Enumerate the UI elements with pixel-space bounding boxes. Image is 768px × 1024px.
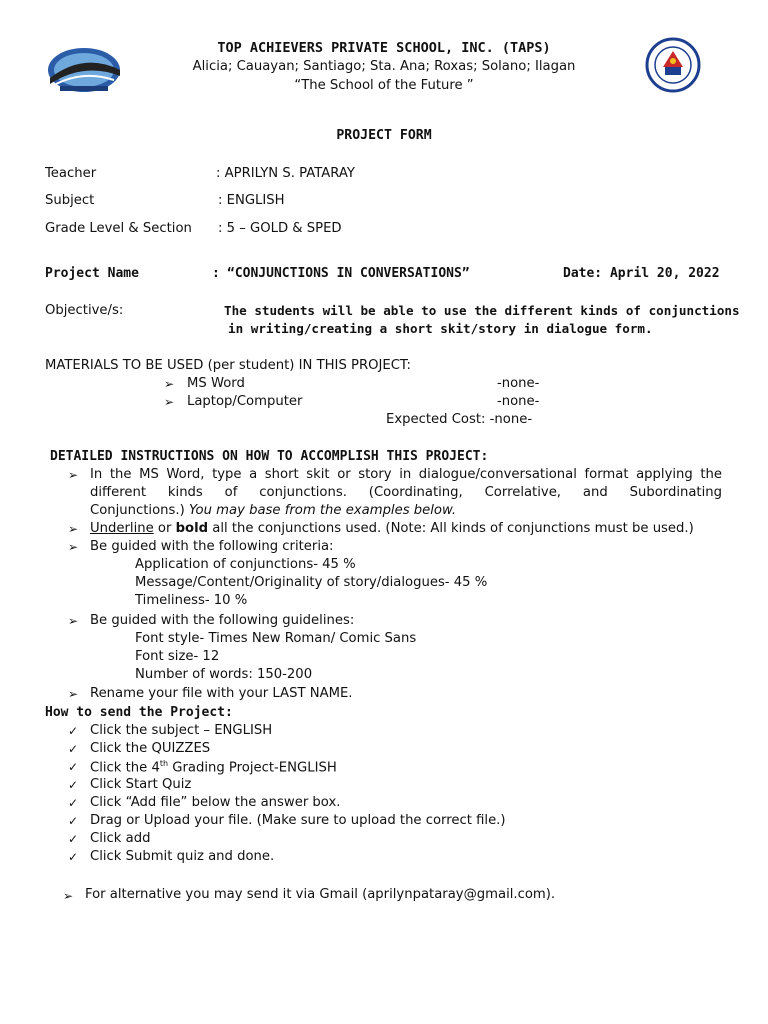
instruction-5: Rename your file with your LAST NAME. xyxy=(90,686,353,701)
materials-heading: MATERIALS TO BE USED (per student) IN THIS PROJECT: xyxy=(45,358,411,373)
material-item-name: MS Word xyxy=(187,376,245,391)
guideline-item: Font style- Times New Roman/ Comic Sans xyxy=(135,631,417,646)
instruction-2 xyxy=(90,521,694,536)
objective-line-1: The students will be able to use the different kinds of conjunctions xyxy=(224,303,740,318)
instruction-3: Be guided with the following criteria: xyxy=(90,539,334,554)
send-step: Click the subject – ENGLISH xyxy=(90,723,273,738)
superscript-th: th xyxy=(159,759,169,768)
instructions-heading: DETAILED INSTRUCTIONS ON HOW TO ACCOMPLISH THIS PROJECT: xyxy=(50,449,489,464)
teacher-value: : APRILYN S. PATARAY xyxy=(216,166,355,181)
instruction-4: Be guided with the following guidelines: xyxy=(90,613,355,628)
send-step: Drag or Upload your file. (Make sure to upload the correct file.) xyxy=(90,813,506,828)
send-step xyxy=(90,759,337,775)
send-step: Click “Add file” below the answer box. xyxy=(90,795,341,810)
instruction-2-or: or xyxy=(153,521,176,536)
send-step: Click add xyxy=(90,831,151,846)
arrow-bullet-icon: ➢ xyxy=(68,522,79,536)
checkmark-icon: ✓ xyxy=(68,832,79,846)
school-locations: Alicia; Cauayan; Santiago; Sta. Ana; Roxas; Solano; Ilagan xyxy=(192,59,576,74)
send-step-text: Grading Project-ENGLISH xyxy=(168,760,337,776)
project-name-label: Project Name xyxy=(45,266,139,281)
checkmark-icon: ✓ xyxy=(68,850,79,864)
arrow-bullet-icon: ➢ xyxy=(68,468,79,482)
objective-label: Objective/s: xyxy=(45,303,124,318)
send-step: Click Start Quiz xyxy=(90,777,192,792)
arrow-bullet-icon: ➢ xyxy=(68,687,79,701)
criteria-item: Message/Content/Originality of story/dialogues- 45 % xyxy=(135,575,488,590)
grade-value: : 5 – GOLD & SPED xyxy=(218,221,342,236)
arrow-bullet-icon: ➢ xyxy=(63,889,74,903)
checkmark-icon: ✓ xyxy=(68,760,79,774)
send-heading: How to send the Project: xyxy=(45,705,233,720)
send-step: Click the QUIZZES xyxy=(90,741,211,756)
instruction-1-italic-note: You may base from the examples below. xyxy=(188,503,457,518)
bold-word: bold xyxy=(175,521,209,536)
criteria-item: Timeliness- 10 % xyxy=(135,593,248,608)
project-colon: : xyxy=(212,266,220,281)
form-title: PROJECT FORM xyxy=(336,128,432,143)
checkmark-icon: ✓ xyxy=(68,814,79,828)
underline-word: Underline xyxy=(90,521,154,536)
objective-line-2: in writing/creating a short skit/story in dialogue form. xyxy=(228,321,653,336)
arrow-bullet-icon: ➢ xyxy=(68,614,79,628)
school-motto: “The School of the Future ” xyxy=(294,78,474,93)
instruction-1-line-3 xyxy=(90,503,456,518)
school-name: TOP ACHIEVERS PRIVATE SCHOOL, INC. (TAPS) xyxy=(217,40,551,56)
criteria-item: Application of conjunctions- 45 % xyxy=(135,557,356,572)
guideline-item: Number of words: 150-200 xyxy=(135,667,313,682)
alternative-note: For alternative you may send it via Gmail (aprilynpataray@gmail.com). xyxy=(85,887,556,902)
instruction-2-text: all the conjunctions used. (Note: All kinds of conjunctions must be used.) xyxy=(208,521,694,536)
instruction-1-line-1: In the MS Word, type a short skit or story in dialogue/conversational format applying the xyxy=(90,467,722,482)
arrow-bullet-icon: ➢ xyxy=(164,395,175,409)
instruction-1-text: Conjunctions.) xyxy=(90,503,189,518)
material-item-cost: -none- xyxy=(497,394,540,409)
arrow-bullet-icon: ➢ xyxy=(68,540,79,554)
checkmark-icon: ✓ xyxy=(68,724,79,738)
checkmark-icon: ✓ xyxy=(68,742,79,756)
teacher-label: Teacher xyxy=(45,166,97,181)
material-item-name: Laptop/Computer xyxy=(187,394,303,409)
send-step: Click Submit quiz and done. xyxy=(90,849,275,864)
checkmark-icon: ✓ xyxy=(68,796,79,810)
project-name-value: “CONJUNCTIONS IN CONVERSATIONS” xyxy=(227,266,470,281)
instruction-1-line-2: different kinds of conjunctions. (Coordinating, Correlative, and Subordinating xyxy=(90,485,722,500)
checkmark-icon: ✓ xyxy=(68,778,79,792)
project-date: Date: April 20, 2022 xyxy=(563,266,720,281)
send-step-text: Click the 4 xyxy=(90,760,160,776)
grade-label: Grade Level & Section xyxy=(45,221,192,236)
subject-label: Subject xyxy=(45,193,95,208)
material-item-cost: -none- xyxy=(497,376,540,391)
arrow-bullet-icon: ➢ xyxy=(164,377,175,391)
guideline-item: Font size- 12 xyxy=(135,649,220,664)
subject-value: : ENGLISH xyxy=(218,193,285,208)
expected-cost: Expected Cost: -none- xyxy=(386,412,533,427)
